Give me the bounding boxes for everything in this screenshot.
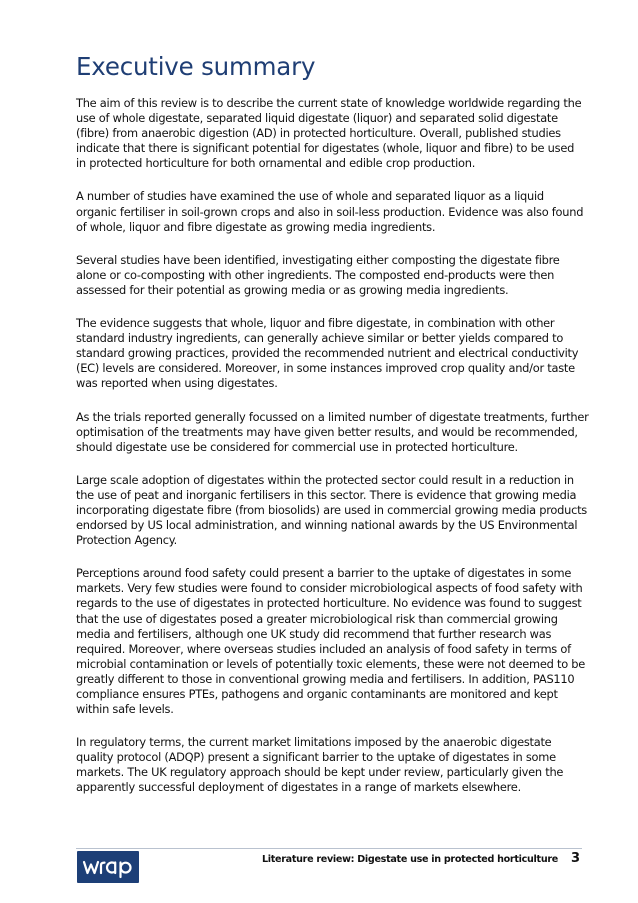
text-line: Protection Agency. xyxy=(76,533,177,548)
text-line: The aim of this review is to describe the current state of knowledge worldwide regarding the xyxy=(76,96,582,110)
text-line: should digestate use be considered for commercial use in protected horticulture. xyxy=(76,439,518,454)
page-title: Executive summary xyxy=(76,52,316,81)
paragraph xyxy=(76,409,589,455)
paragraph xyxy=(76,566,586,717)
text-line: that the use of digestates posed a greater microbiological risk than commercial growing xyxy=(76,611,558,626)
text-line: microbial contamination or levels of potentially toxic elements, these were not deemed to be xyxy=(76,656,586,671)
paragraph xyxy=(76,96,582,171)
executive-summary-body xyxy=(76,96,589,814)
text-line: assessed for their potential as growing media or as growing media ingredients. xyxy=(76,282,509,297)
text-line: optimisation of the treatments may have given better results, and would be recommended, xyxy=(76,424,578,439)
text-line: (fibre) from anaerobic digestion (AD) in protected horticulture. Overall, published studies xyxy=(76,126,561,141)
text-line: compliance ensures PTEs, pathogens and organic contaminants are monitored and kept xyxy=(76,687,558,701)
paragraph xyxy=(76,189,582,234)
text-line: within safe levels. xyxy=(76,702,174,717)
text-line: alone or co-composting with other ingredients. The composted end-products were then xyxy=(76,267,555,282)
text-line: quality protocol (ADQP) present a significant barrier to the uptake of digestates in some xyxy=(76,750,556,765)
text-line: standard growing practices, provided the recommended nutrient and electrical conductivity xyxy=(76,346,579,361)
text-line: the use of peat and inorganic fertilisers in this sector. There is evidence that growing media xyxy=(76,487,577,502)
text-line: in protected horticulture for both ornamental and edible crop production. xyxy=(76,156,476,171)
footer-divider xyxy=(76,848,582,849)
text-line: incorporating digestate fibre (from biosolids) are used in commercial growing media products xyxy=(76,502,587,517)
wrap-logo xyxy=(77,851,139,883)
text-line: use of whole digestate, separated liquid digestate (liquor) and separated solid digestate xyxy=(76,111,558,126)
text-line: required. Moreover, where overseas studies included an analysis of food safety in terms of xyxy=(76,641,571,656)
text-line: Large scale adoption of digestates within the protected sector could result in a reduction in xyxy=(76,472,574,487)
text-line: media and fertilisers, although one UK study did recommend that further research was xyxy=(76,626,552,641)
page-number: 3 xyxy=(570,851,580,866)
text-line: greatly different to those in conventional growing media and fertilisers. In addition, PAS110 xyxy=(76,671,575,686)
text-line: markets. Very few studies were found to consider microbiological aspects of food safety with xyxy=(76,581,583,596)
text-line: (EC) levels are considered. Moreover, in some instances improved crop quality and/or taste xyxy=(76,361,575,376)
text-line: of whole, liquor and fibre digestate as growing media ingredients. xyxy=(76,219,436,234)
wrap-logo-mark xyxy=(77,851,139,883)
paragraph xyxy=(76,735,582,795)
text-line: endorsed by US local administration, and winning national awards by the US Environmental xyxy=(76,518,578,533)
text-line: A number of studies have examined the use of whole and separated liquor as a liquid xyxy=(76,189,544,204)
text-line: The evidence suggests that whole, liquor and fibre digestate, in combination with other xyxy=(76,316,555,331)
text-line: organic fertiliser in soil-grown crops and also in soil-less production. Evidence was also found xyxy=(76,204,584,219)
text-line: In regulatory terms, the current market limitations imposed by the anaerobic digestate xyxy=(76,735,552,750)
paragraph xyxy=(76,316,582,391)
text-line: indicate that there is significant potential for digestates (whole, liquor and fibre) to be used xyxy=(76,141,575,156)
text-line: standard industry ingredients, can generally achieve similar or better yields compared to xyxy=(76,331,564,346)
text-line: markets. The UK regulatory approach should be kept under review, particularly given the xyxy=(76,765,564,780)
text-line: regards to the use of digestates in protected horticulture. No evidence was found to suggest xyxy=(76,596,582,611)
footer-document-title: Literature review: Digestate use in protected horticulture xyxy=(261,854,558,865)
text-line: Perceptions around food safety could present a barrier to the uptake of digestates in some xyxy=(76,566,572,581)
paragraph xyxy=(76,253,582,298)
text-line: Several studies have been identified, investigating either composting the digestate fibre xyxy=(76,252,560,267)
text-line: As the trials reported generally focussed on a limited number of digestate treatments, further xyxy=(76,409,589,424)
text-line: apparently successful deployment of digestates in a range of markets elsewhere. xyxy=(76,780,521,795)
paragraph xyxy=(76,472,587,548)
text-line: was reported when using digestates. xyxy=(76,376,278,391)
